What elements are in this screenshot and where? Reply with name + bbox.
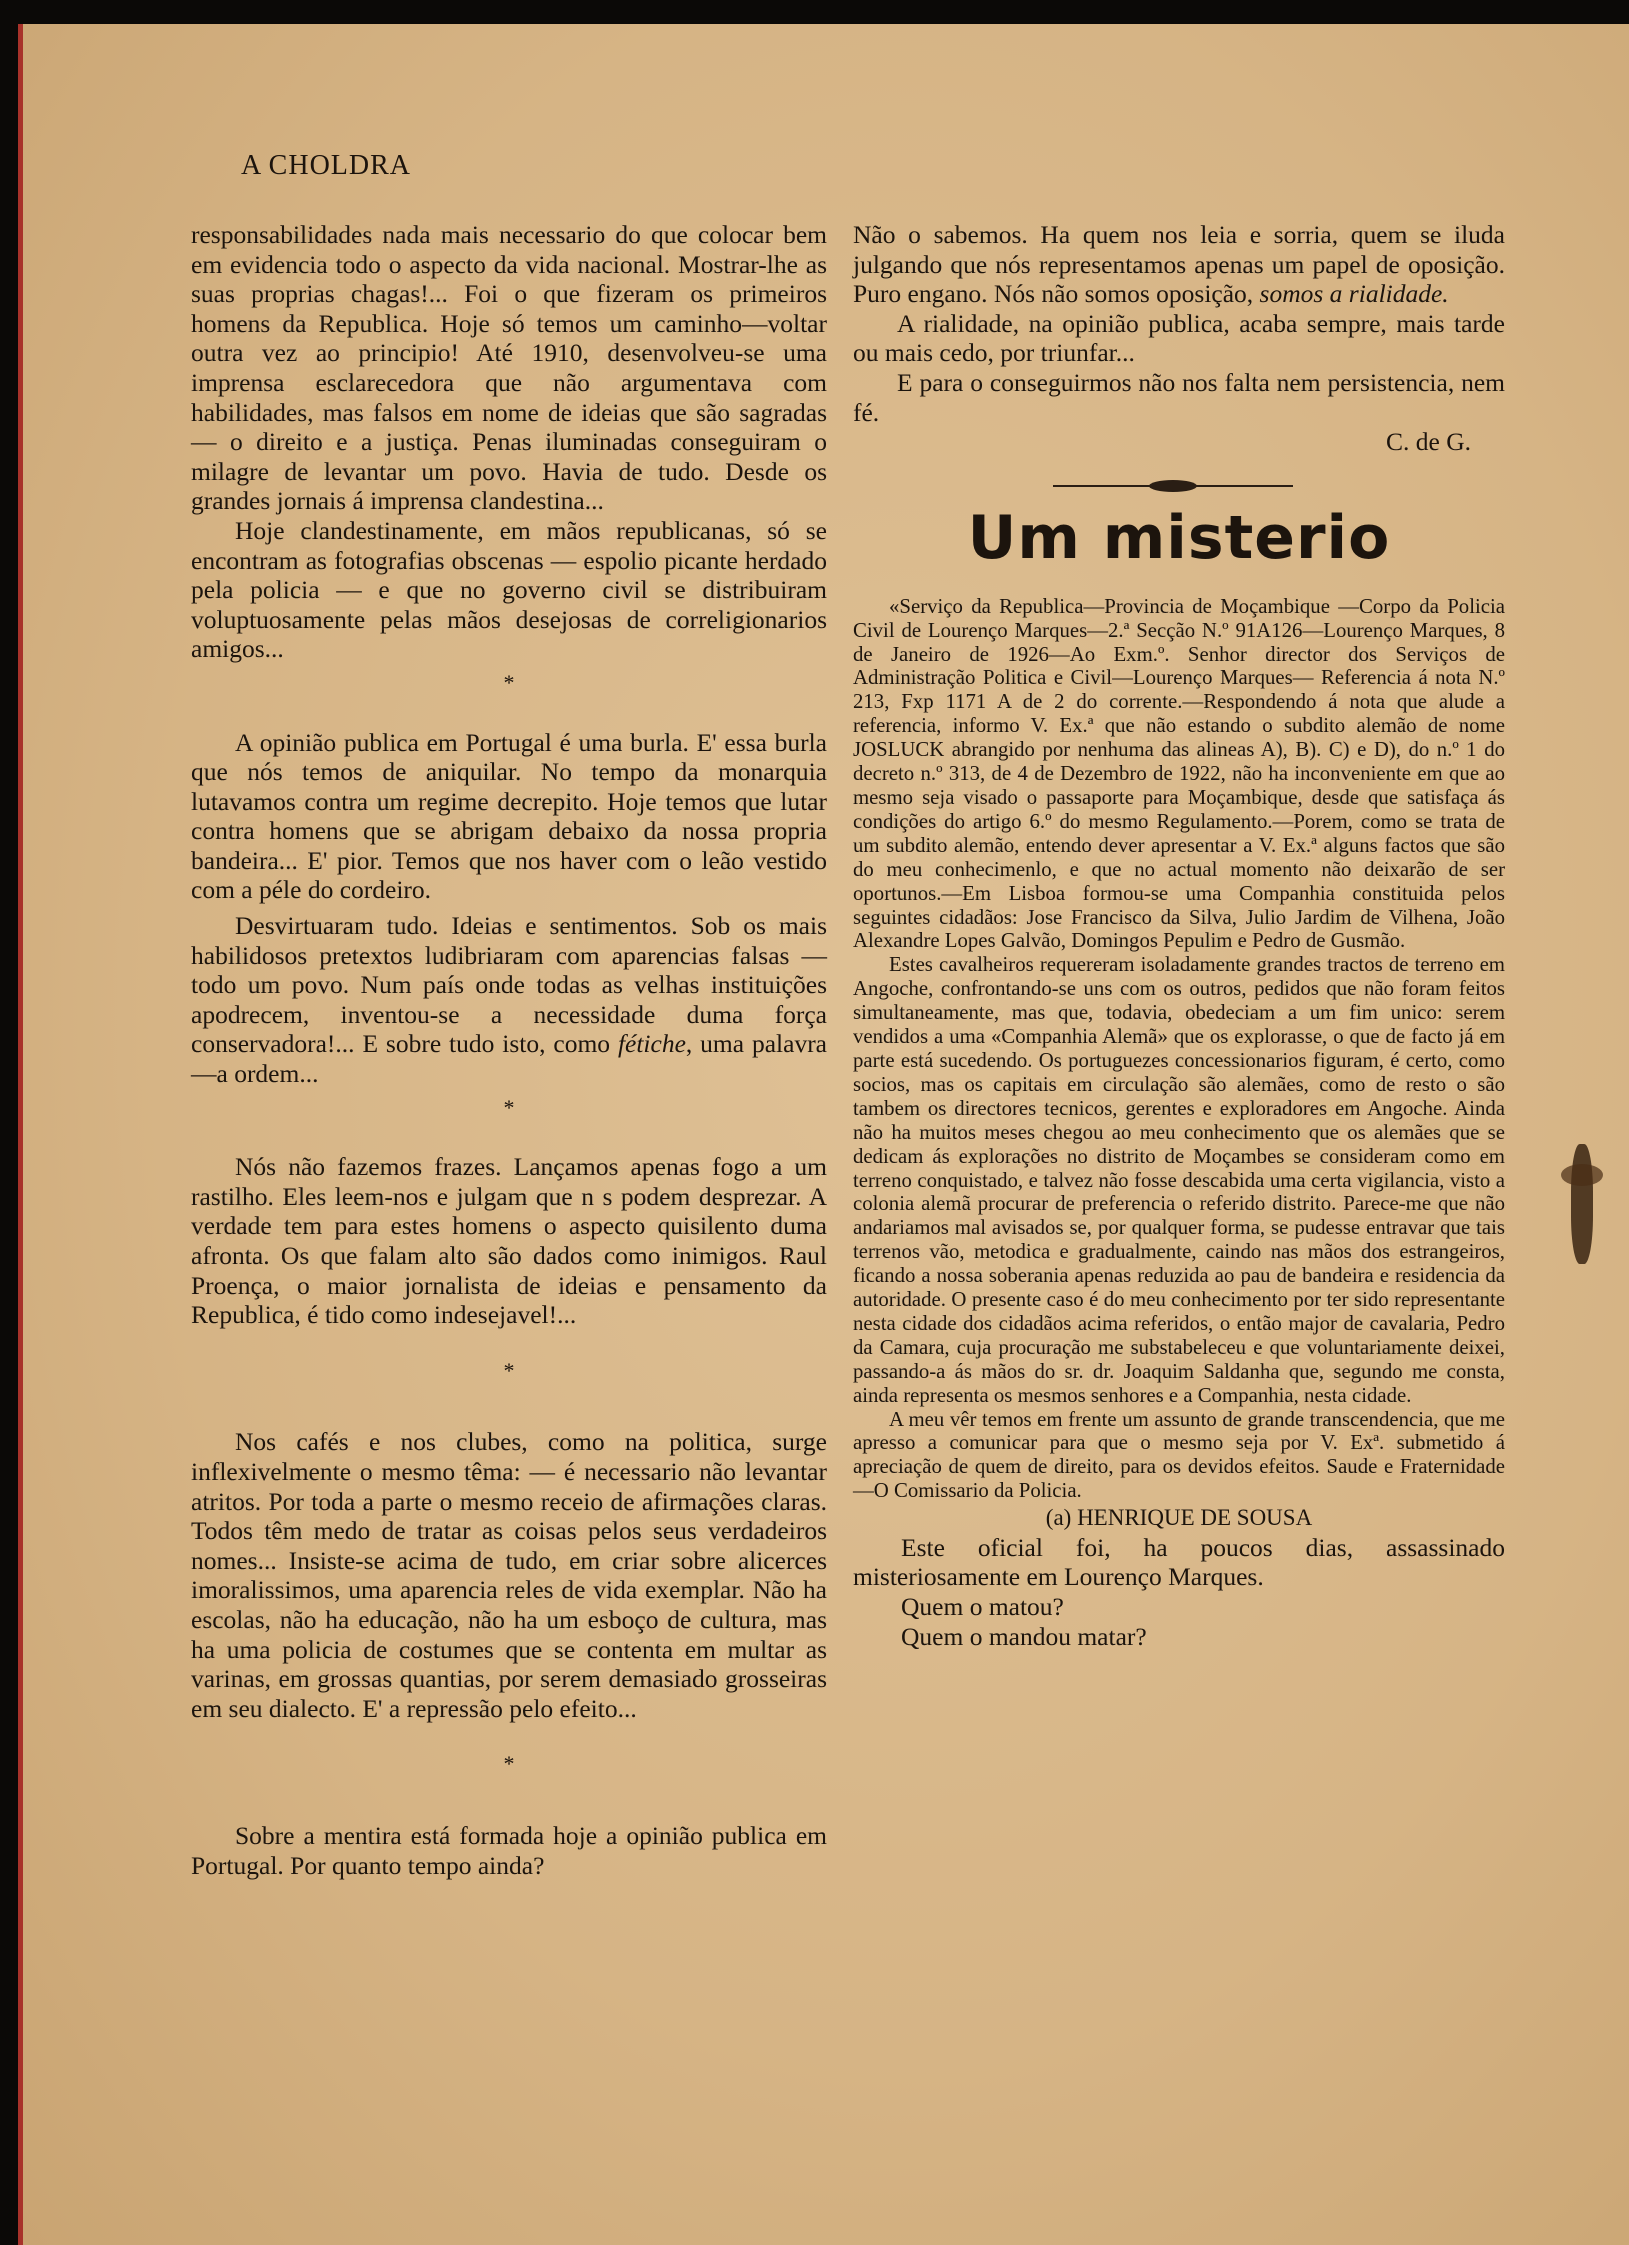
- closing-remarks: [853, 1533, 1505, 1651]
- section-star: *: [503, 1751, 515, 1777]
- paragraph-text: Não o sabemos. Ha quem nos leia e sorria, quem se iluda julgando que nós representamos apenas um papel de oposição. Puro engano. Nós não somos oposição,: [853, 220, 1505, 309]
- article-title: Um misterio: [967, 502, 1391, 573]
- left-column: [191, 220, 827, 1880]
- paper-stain: [1571, 1144, 1593, 1264]
- divider-ornament: [1149, 480, 1197, 492]
- paragraph-text: Desvirtuaram tudo. Ideias e sentimentos. Sob os mais habilidosos pretextos ludibriaram com aparencias falsas — todo um povo. Num país onde todas as velhas instituições apodrecem, inventou-se a necessidade duma força conservadora!... E sobre tudo isto, como: [191, 911, 827, 1059]
- paragraph: Nós não fazemos frazes. Lançamos apenas fogo a um rastilho. Eles leem-nos e julgam que n s podem desprezar. A verdade tem para estes homens o aspecto quisilento duma afronta. Os que falam alto são dados como inimigos. Raul Proença, o maior jornalista de ideias e pensamento da Republica, é tido como indesejavel!...: [191, 1152, 827, 1330]
- paragraph: responsabilidades nada mais necessario do que colocar bem em evidencia todo o aspecto da vida nacional. Mostrar-lhe as suas proprias chagas!... Foi o que fizeram os primeiros homens da Republica. Hoje só temos um caminho—voltar outra vez ao principio! Até 1910, desenvolveu-se uma imprensa esclarecedora que não argumentava com habilidades, mas falsos em nome de ideias que são sagradas — o direito e a justiça. Penas iluminadas conseguiram o milagre de levantar um povo. Havia de tudo. Desde os grandes jornais á imprensa clandestina...: [191, 220, 827, 516]
- paper-stain: [1561, 1164, 1603, 1186]
- paragraph: [853, 220, 1505, 309]
- emphasis: fétiche: [617, 1029, 686, 1059]
- letter-paragraph: Estes cavalheiros requereram isoladamente grandes tractos de terreno em Angoche, confrontando-se uns com os outros, pedidos que não foram feitos simultaneamente, mas que, todavia, obedeciam a um fim unico: serem vendidos a uma «Companhia Alemã» que os explorasse, o que de facto já em parte está sucedendo. Os portuguezes concessionarios figuram, é certo, como socios, mas os capitais em circulação são alemães, como de resto o são tambem os directores tecnicos, gerentes e exploradores em Angoche. Ainda não ha muitos meses chegou ao meu conhecimento que os alemães que se dedicam ás explorações no distrito de Moçambes se consideram como em terreno conquistado, e talvez não fosse descabida uma certa vigilancia, visto a colonia alemã procurar de preferencia o referido distrito. Parece-me que não andariamos mal avisados se, por qualquer forma, se pudesse entravar que tais terrenos vão, metodica e gradualmente, caindo nas mãos dos estrangeiros, ficando a nossa soberania apenas reduzida ao pau de bandeira e residencia da autoridade. O presente caso é do meu conhecimento por ter sido representante nesta cidade dos cidadãos acima referidos, o então major de cavalaria, Pedro da Camara, cuja procuração me substabeleceu e que voluntariamente deixei, passando-a ás mãos do sr. dr. Joaquim Saldanha que, segundo me consta, ainda representa os mesmos senhores e a Companhia, nesta cidade.: [853, 953, 1505, 1407]
- paragraph: Sobre a mentira está formada hoje a opinião publica em Portugal. Por quanto tempo ainda?: [191, 1820, 827, 1880]
- letter-paragraph: A meu vêr temos em frente um assunto de grande transcendencia, que me apresso a comunicar para que o mesmo seja por V. Exª. submetido á apreciação de quem de direito, para os devidos efeitos. Saude e Fraternidade—O Comissario da Policia.: [853, 1407, 1505, 1503]
- question: Quem o matou?: [901, 1591, 1064, 1621]
- official-letter: [853, 595, 1505, 1503]
- paragraph: Nos cafés e nos clubes, como na politica, surge inflexivelmente o mesmo têma: — é necessario não levantar atritos. Por toda a parte o mesmo receio de afirmações claras. Todos têm medo de tratar as coisas pelos seus verdadeiros nomes... Insiste-se acima de tudo, em criar sobre alicerces imoralissimos, uma aparencia reles de vida exemplar. Não ha escolas, não ha educação, não ha um esboço de cultura, mas ha uma policia de costumes que se contenta em multar as varinas, em grossas quantias, por serem demasiado grosseiras em seu dialecto. E' a repressão pelo efeito...: [191, 1427, 827, 1723]
- paragraph: E para o conseguirmos não nos falta nem persistencia, nem fé.: [853, 367, 1505, 427]
- emphasis: somos a rialidade.: [1259, 279, 1449, 309]
- section-star: *: [503, 1094, 515, 1120]
- author-signature: C. de G.: [1386, 427, 1471, 457]
- running-title: A CHOLDRA: [241, 150, 412, 181]
- ornamental-divider: [853, 473, 1505, 499]
- paragraph-text: , uma palavra—a ordem...: [191, 1029, 828, 1089]
- letter-paragraph: «Serviço da Republica—Provincia de Moçambique —Corpo da Policia Civil de Lourenço Marques—2.ª Secção N.º 91A126—Lourenço Marques, 8 de Janeiro de 1926—Ao Exm.º. Senhor director dos Serviços de Administração Politica e Civil—Lourenço Marques— Referencia á nota N.º 213, Fxp 1171 A de 2 do corrente.—Respondendo á nota que alude a referencia, informo V. Ex.ª que não estando o subdito alemão de nome JOSLUCK abrangido por nenhuma das alineas A), B). C) e D), do n.º 1 do decreto n.º 313, de 4 de Dezembro de 1922, não ha inconveniente em que ao mesmo seja visado o passaporte para Moçambique, desde que satisfaça ás condições do artigo 6.º do mesmo Regulamento.—Porem, como se trata de um subdito alemão, entendo dever apresentar a V. Ex.ª alguns factos que são do meu conhecimenlo, e que no actual momento não deixarão de ser oportunos.—Em Lisboa formou-se uma Companhia constituida pelos seguintes cidadãos: Jose Francisco da Silva, Julio Jardim de Vilhena, João Alexandre Lopes Galvão, Domingos Pepulim e Pedro de Gusmão.: [853, 594, 1505, 953]
- question: Quem o mandou matar?: [901, 1621, 1147, 1651]
- paragraph: [191, 911, 827, 1089]
- section-star: *: [503, 669, 515, 695]
- paragraph: A opinião publica em Portugal é uma burla. E' essa burla que nós temos de aniquilar. No tempo da monarquia lutavamos contra um regime decrepito. Hoje temos que lutar contra homens que se abrigam debaixo da nossa propria bandeira... E' pior. Temos que nos haver com o leão vestido com a péle do cordeiro.: [191, 727, 827, 905]
- right-column: [853, 220, 1505, 1651]
- letter-signature: (a) HENRIQUE DE SOUSA: [1045, 1505, 1313, 1531]
- section-star: *: [503, 1357, 515, 1383]
- newspaper-page: [18, 24, 1629, 2245]
- paragraph: Hoje clandestinamente, em mãos republicanas, só se encontram as fotografias obscenas — espolio picante herdado pela policia — e que no governo civil se distribuiram voluptuosamente pelas mãos desejosas de correligionarios amigos...: [191, 515, 827, 664]
- paragraph: A rialidade, na opinião publica, acaba sempre, mais tarde ou mais cedo, por triunfar...: [853, 308, 1505, 368]
- paragraph: Este oficial foi, ha poucos dias, assassinado misteriosamente em Lourenço Marques.: [853, 1532, 1505, 1592]
